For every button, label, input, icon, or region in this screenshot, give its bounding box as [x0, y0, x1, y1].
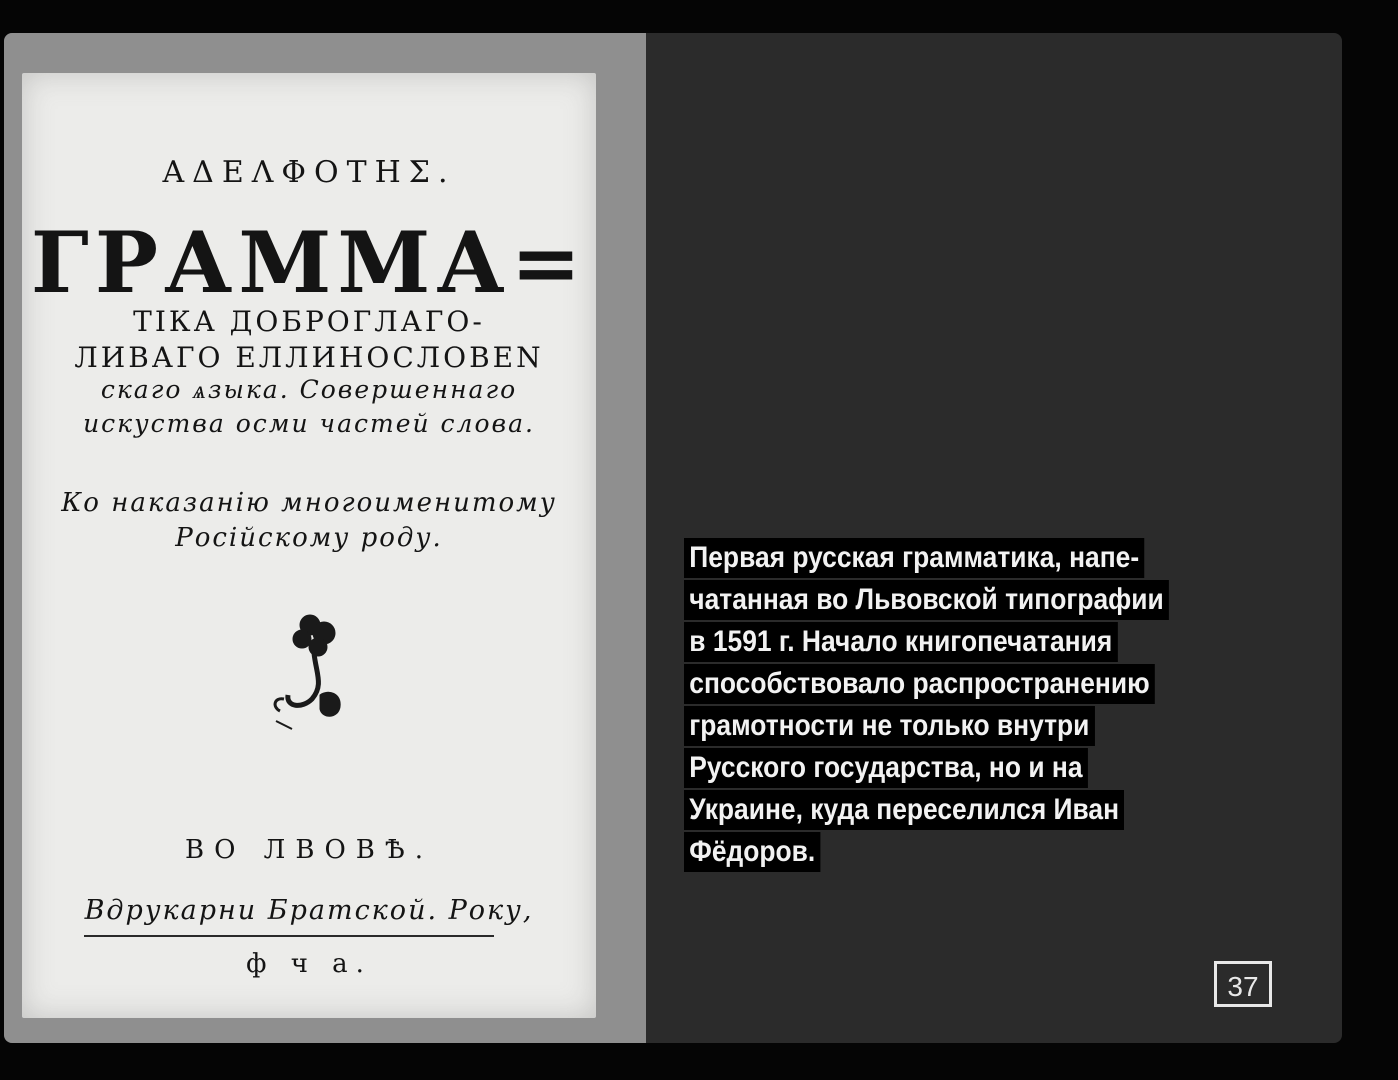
frame-number-badge: 37	[1214, 961, 1272, 1007]
caption-text	[684, 538, 1296, 874]
title-page-line-8: Російскому роду.	[175, 523, 443, 553]
book-title-page	[22, 73, 596, 1018]
title-page-line-2: ГРАММА=	[30, 213, 588, 312]
title-page-line-10: Вдрукарни Братской. Року,	[84, 895, 534, 926]
title-page-line-1: ΑΔΕΛΦΟΤΗΣ.	[162, 155, 456, 190]
title-page-line-9: ВО ЛВОВѢ.	[185, 835, 433, 865]
caption-line-5: грамотности не только внутри	[684, 706, 1296, 748]
title-page-photo	[4, 33, 646, 1043]
caption-line-8: Фёдоров.	[684, 832, 1296, 874]
title-page-line-11: ф ч а.	[246, 949, 372, 979]
title-page-line-7: Ко наказанію многоименитому	[61, 488, 557, 518]
caption-line-2: чатанная во Львовской типографии	[684, 580, 1296, 622]
caption-line-3: в 1591 г. Начало книгопечатания	[684, 622, 1296, 664]
title-page-rule	[84, 935, 494, 937]
filmstrip-frame	[4, 33, 1342, 1043]
title-page-line-5: скаго ѧзыка. Совершеннаго	[100, 375, 518, 404]
floral-ornament-icon	[262, 603, 362, 733]
caption-line-7: Украине, куда переселился Иван	[684, 790, 1296, 832]
caption-line-4: способствовало распространению	[684, 664, 1296, 706]
caption-line-6: Русского государства, но и на	[684, 748, 1296, 790]
title-page-line-3: ТІКА ДОБРОГЛАГО-	[133, 305, 485, 338]
title-page-line-6: искуства осми частей слова.	[83, 409, 535, 438]
title-page-line-4: ЛИВАГО ЕЛЛИНОСЛОВЕN	[74, 341, 544, 374]
caption-line-1: Первая русская грамматика, напе-	[684, 538, 1296, 580]
